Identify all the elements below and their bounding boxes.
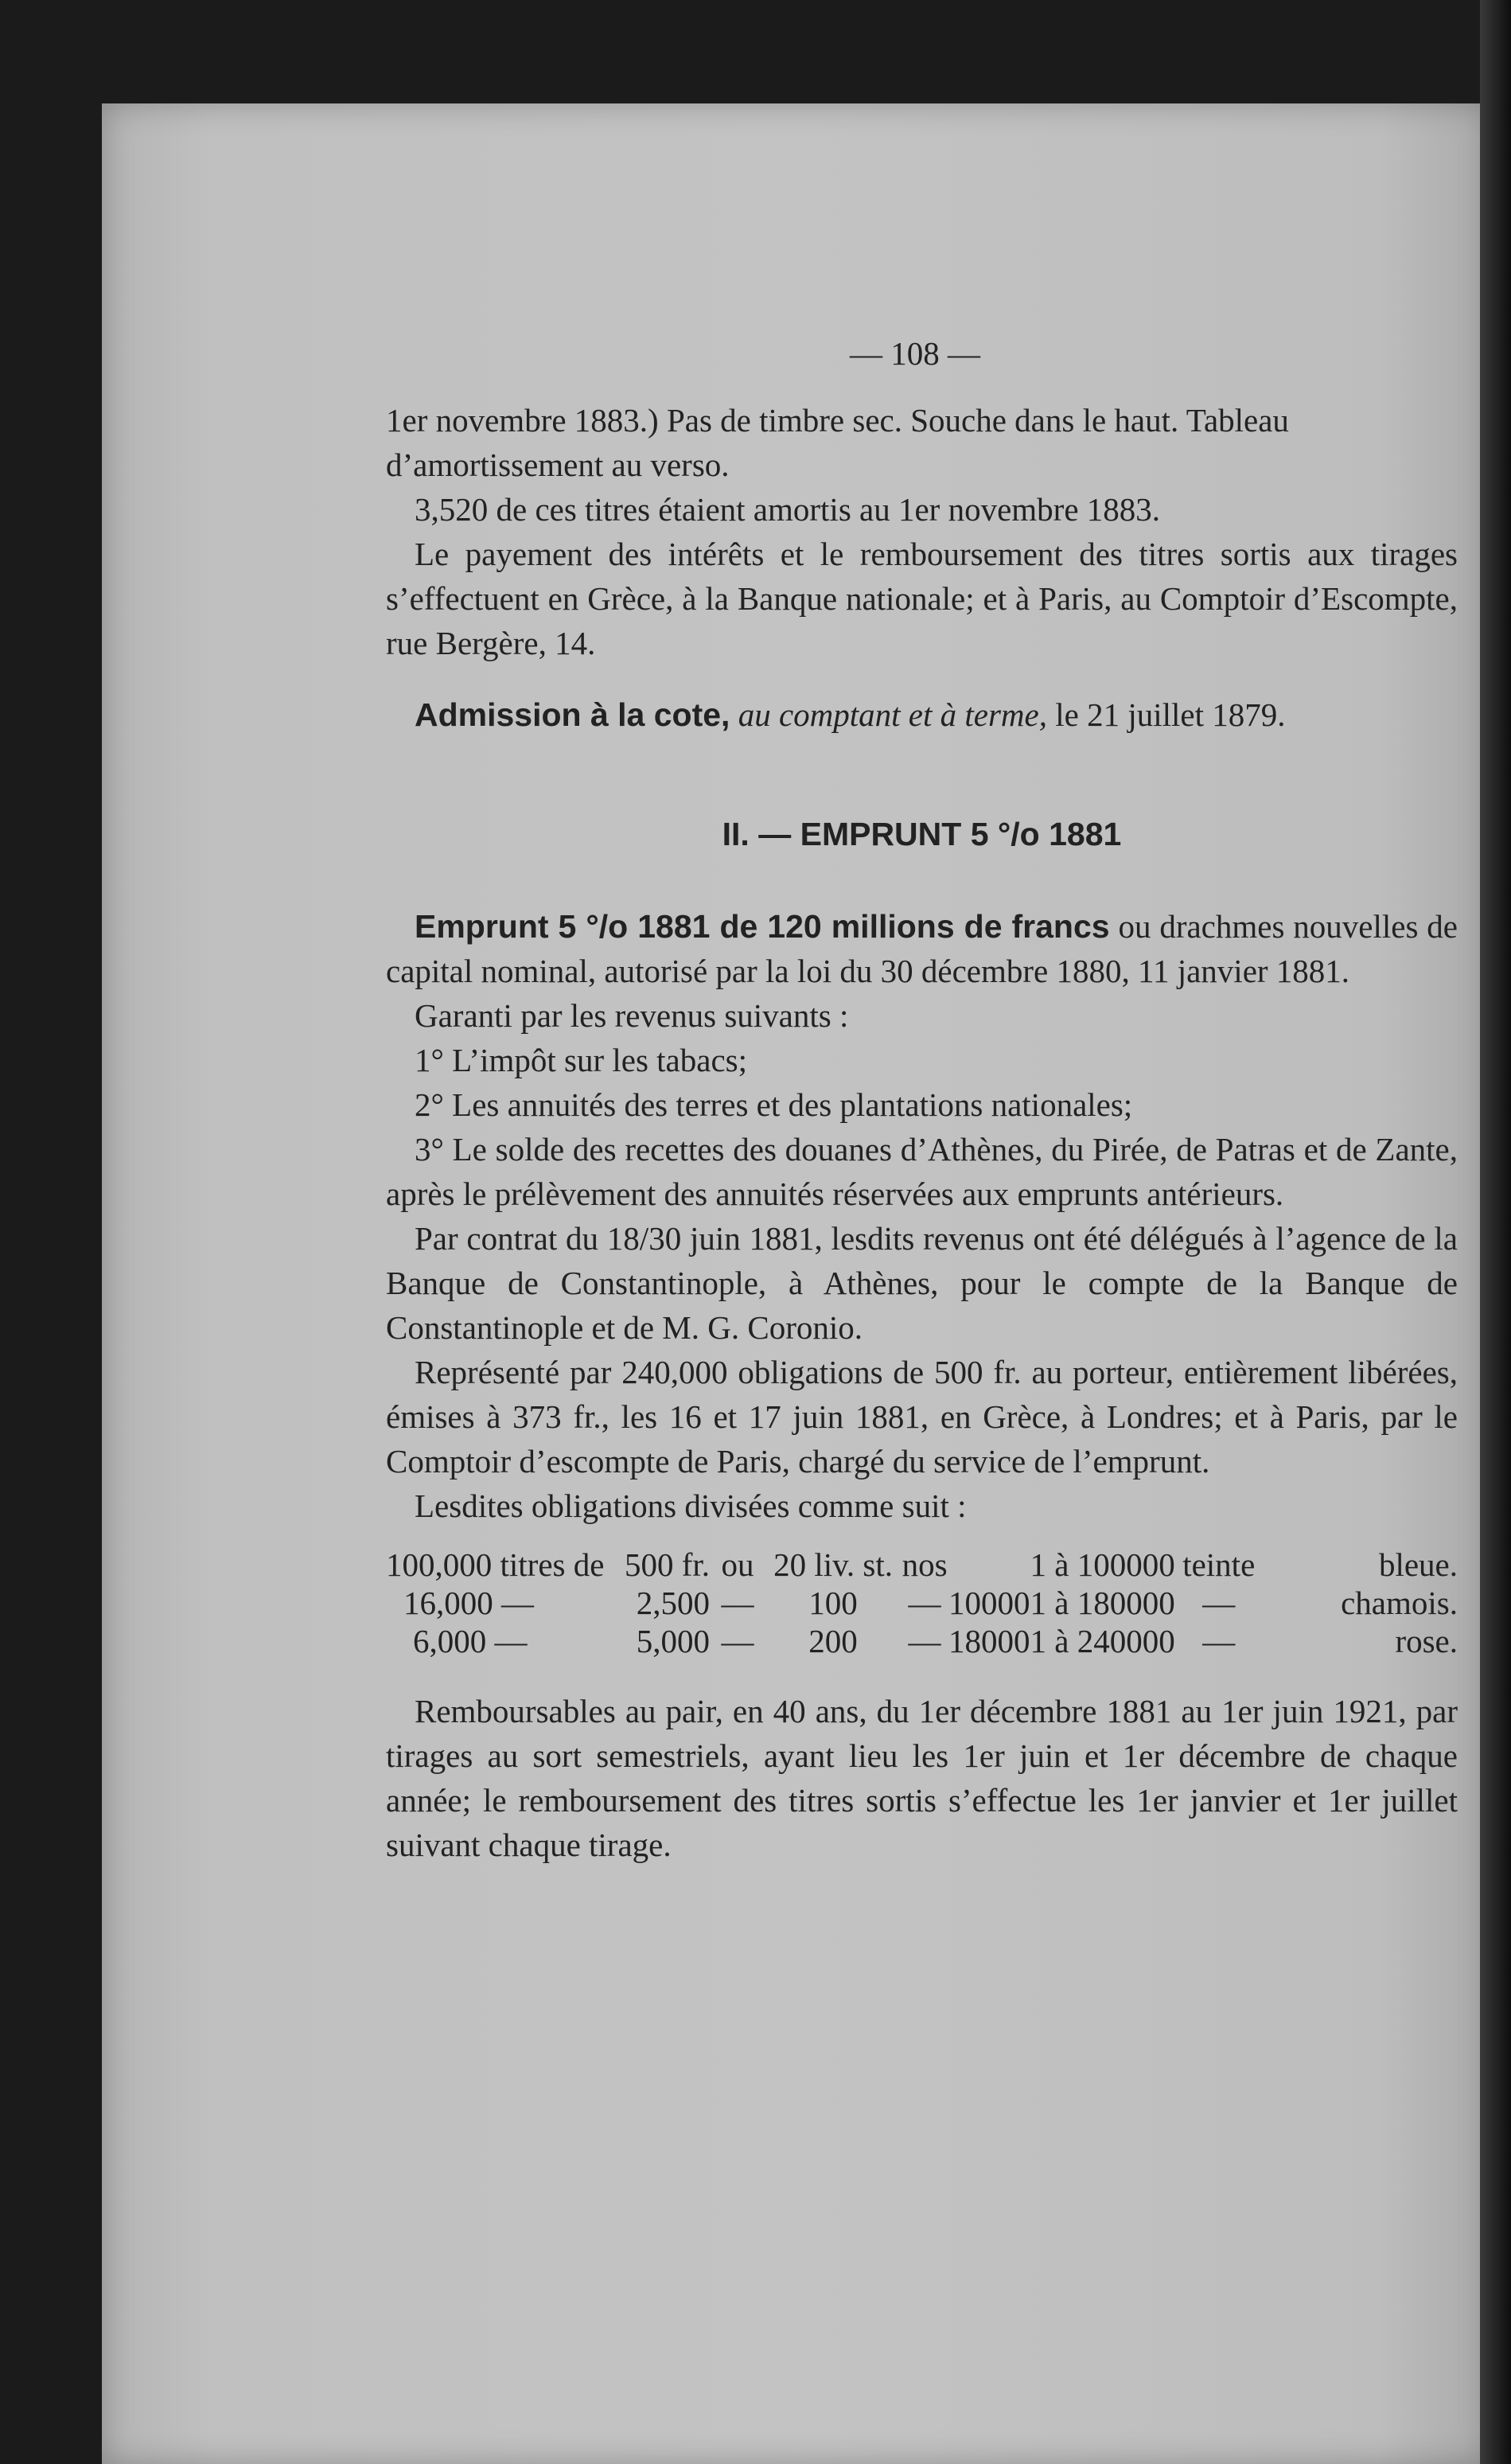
guarantee-2: 2° Les annuités des terres et des plantations nationales;	[415, 1086, 1133, 1123]
cell-dash: —	[1202, 1623, 1236, 1659]
table-row	[386, 1546, 1458, 1584]
cell-nos: —	[908, 1585, 941, 1621]
guarantee-intro: Garanti par les revenus suivants :	[415, 997, 849, 1034]
emprunt-para	[386, 904, 1458, 993]
cell-liv: 200	[808, 1623, 858, 1659]
cell-nos: nos	[902, 1546, 948, 1583]
cell-ou: —	[721, 1585, 754, 1621]
cell-liv: 100	[808, 1585, 858, 1621]
cell-count: 16,000 —	[403, 1585, 534, 1621]
para-payment: Le payement des intérêts et le remboursement des titres sortis aux tirages s’effectuent en Grèce, à la Banque nationale; et à Paris, au Comptoir d’Escompte, rue Bergère, 14.	[386, 536, 1458, 661]
guarantee-3: 3° Le solde des recettes des douanes d’Athènes, du Pirée, de Patras et de Zante, après le prélèvement des annuités réservées aux emprunts antérieurs.	[386, 1131, 1458, 1212]
cell-range: 100001 à 180000	[948, 1585, 1175, 1621]
cell-dash: teinte	[1182, 1546, 1256, 1583]
para-continuation-1: 1er novembre 1883.) Pas de timbre sec. Souche dans le haut. Tableau	[386, 402, 1289, 439]
cell-ou: ou	[721, 1546, 754, 1583]
contract-para: Par contrat du 18/30 juin 1881, lesdits revenus ont été délégués à l’agence de la Banque de Constantinople, à Athènes, pour le compte de la Banque de Constantinople et de M. G. Coronio.	[386, 1220, 1458, 1346]
cell-ou: —	[721, 1623, 754, 1659]
cell-liv: 20 liv. st.	[773, 1546, 894, 1583]
cell-colour: bleue.	[1378, 1546, 1458, 1583]
emprunt-rest: ou drachmes nouvelles de capital nominal, autorisé par la loi du 30 décembre 1880, 11 janvier 1881.	[386, 908, 1458, 989]
cell-colour: chamois.	[1341, 1585, 1458, 1621]
admission-lead: Admission à la cote,	[415, 696, 730, 733]
division-table	[386, 1546, 1458, 1660]
cell-fr: 5,000	[636, 1623, 711, 1659]
cell-colour: rose.	[1395, 1623, 1458, 1659]
cell-fr: 2,500	[636, 1585, 711, 1621]
cell-fr: 500 fr.	[625, 1546, 711, 1583]
admission-italic: au comptant et à terme,	[738, 696, 1047, 733]
division-intro: Lesdites obligations divisées comme suit :	[415, 1487, 967, 1524]
para-amortis: 3,520 de ces titres étaient amortis au 1er novembre 1883.	[415, 491, 1161, 528]
cell-count: 100,000 titres de	[386, 1546, 605, 1583]
cell-range: 180001 à 240000	[948, 1623, 1175, 1659]
emprunt-lead: Emprunt 5 °/o 1881 de 120 millions de francs	[415, 908, 1110, 945]
para-continuation-2: d’amortissement au verso.	[386, 446, 730, 483]
page-text	[386, 398, 1458, 1867]
represented-para: Représenté par 240,000 obligations de 500 fr. au porteur, entièrement libérées, émises à 373 fr., les 16 et 17 juin 1881, en Grèce, à Londres; et à Paris, par le Comptoir d’escompte de Paris, chargé du service de l’emprunt.	[386, 1354, 1458, 1480]
table-row	[386, 1622, 1458, 1660]
cell-count: 6,000 —	[413, 1623, 528, 1659]
table-row	[386, 1584, 1458, 1622]
cell-nos: —	[908, 1623, 941, 1659]
page-number: — 108 —	[850, 335, 980, 372]
cell-range: 1 à 100000	[1030, 1546, 1175, 1583]
guarantee-1: 1° L’impôt sur les tabacs;	[415, 1042, 747, 1078]
redemption-para: Remboursables au pair, en 40 ans, du 1er décembre 1881 au 1er juin 1921, par tirages au sort semestriels, ayant lieu les 1er juin et 1er décembre de chaque année; le remboursement des titres sortis s’effectue les 1er janvier et 1er juillet suivant chaque tirage.	[386, 1693, 1458, 1863]
page-edge-shadow	[1480, 0, 1511, 2464]
cell-dash: —	[1202, 1585, 1236, 1621]
admission-line	[386, 692, 1458, 737]
admission-tail: le 21 juillet 1879.	[1055, 696, 1286, 733]
section-heading: II. — EMPRUNT 5 °/o 1881	[722, 816, 1122, 852]
